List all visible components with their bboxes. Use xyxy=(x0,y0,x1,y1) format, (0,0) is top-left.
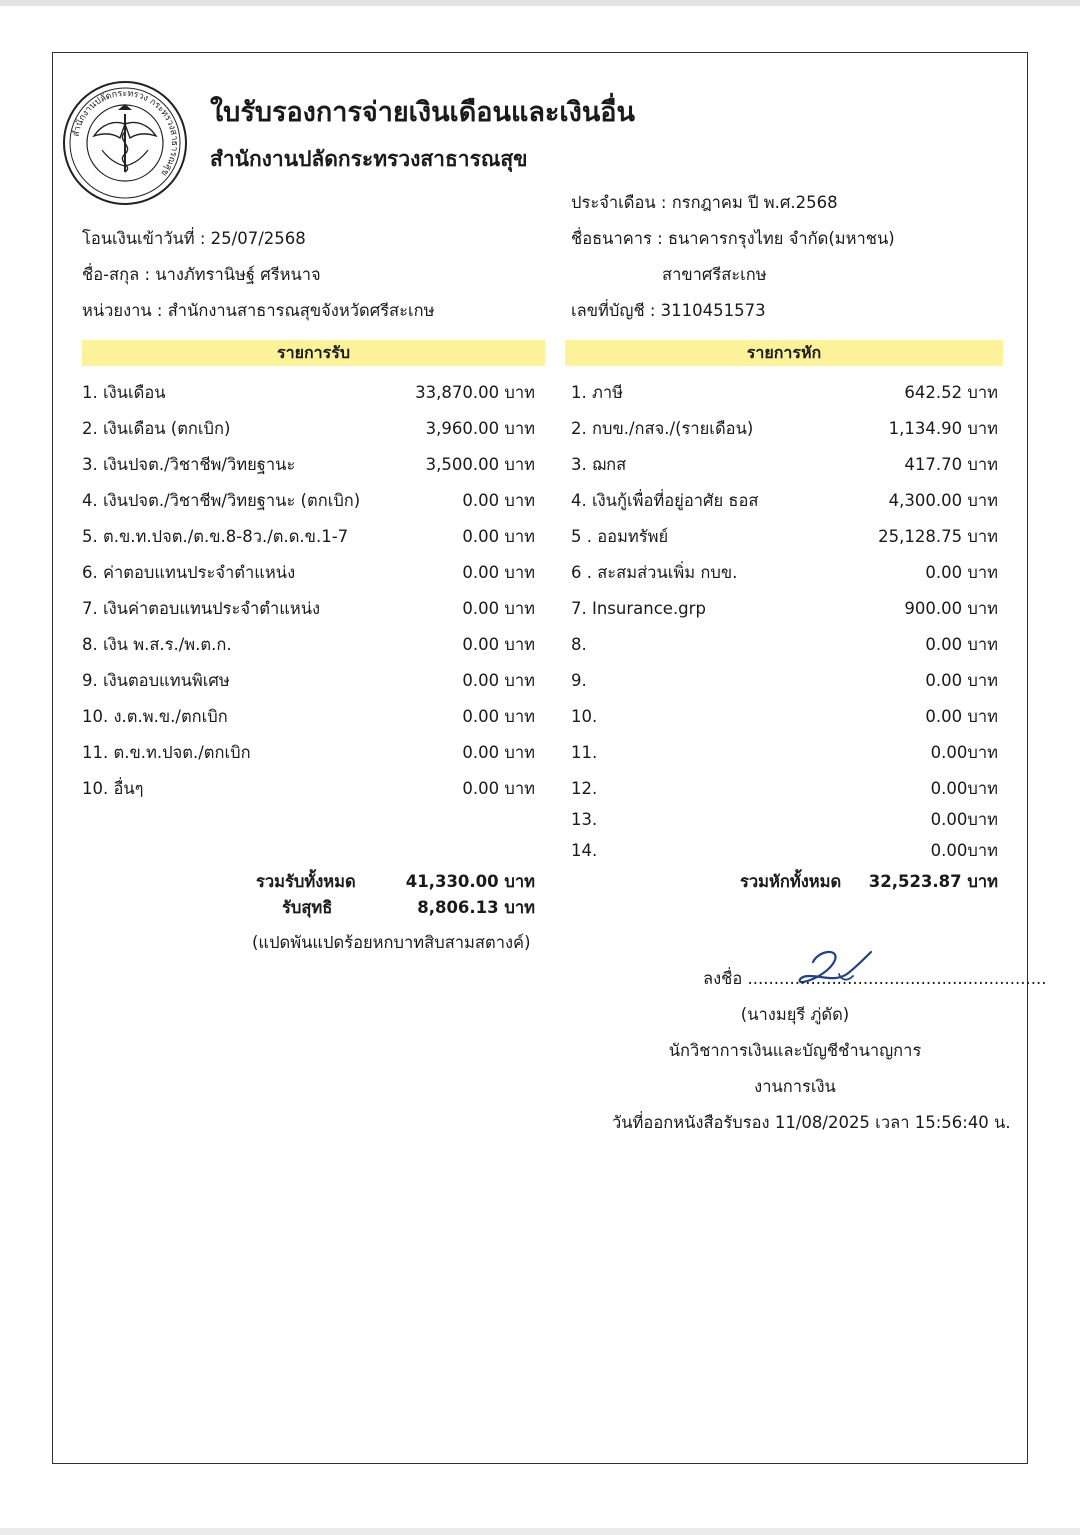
signer-position: นักวิชาการเงินและบัญชีชำนาญการ xyxy=(668,1041,922,1060)
deduction-item-row xyxy=(571,453,998,477)
deduction-item-row xyxy=(571,705,998,729)
net-pay-row xyxy=(240,896,535,920)
deduction-item-label: 4. เงินกู้เพื่อที่อยู่อาศัย ธอส xyxy=(571,491,759,510)
income-item-label: 7. เงินค่าตอบแทนประจำตำแหน่ง xyxy=(82,599,321,618)
deduction-item-row xyxy=(571,839,998,863)
deductions-header: รายการหัก xyxy=(565,340,1003,366)
deductions-total-row xyxy=(740,870,998,894)
income-item-row xyxy=(82,633,535,657)
income-item-amount: 0.00 บาท xyxy=(462,491,535,510)
bank-name: ชื่อธนาคาร : ธนาคารกรุงไทย จำกัด(มหาชน) xyxy=(571,229,895,248)
income-item-row xyxy=(82,741,535,765)
account-number: เลขที่บัญชี : 3110451573 xyxy=(571,301,766,320)
income-item-amount: 3,500.00 บาท xyxy=(425,455,535,474)
deduction-item-label: 1. ภาษี xyxy=(571,383,624,402)
svg-text:สำนักงานปลัดกระทรวง กระทรวงสาธ: สำนักงานปลัดกระทรวง กระทรวงสาธารณสุข xyxy=(71,88,180,178)
ministry-seal-icon xyxy=(62,80,188,206)
income-item-label: 2. เงินเดือน (ตกเบิก) xyxy=(82,419,231,438)
income-item-amount: 0.00 บาท xyxy=(462,635,535,654)
deduction-item-label: 12. xyxy=(571,779,598,798)
deduction-item-amount: 0.00บาท xyxy=(930,841,998,860)
income-item-label: 10. อื่นๆ xyxy=(82,779,144,798)
employee-name: ชื่อ-สกุล : นางภัทรานิษฐ์ ศรีหนาจ xyxy=(82,265,321,284)
income-item-amount: 0.00 บาท xyxy=(462,743,535,762)
income-total-amount: 41,330.00 บาท xyxy=(405,872,535,891)
deduction-item-amount: 0.00บาท xyxy=(930,743,998,762)
income-total-label: รวมรับทั้งหมด xyxy=(256,872,356,891)
income-item-label: 9. เงินตอบแทนพิเศษ xyxy=(82,671,230,690)
deduction-item-amount: 0.00 บาท xyxy=(925,671,998,690)
income-item-label: 8. เงิน พ.ส.ร./พ.ต.ก. xyxy=(82,635,232,654)
deduction-item-amount: 0.00 บาท xyxy=(925,707,998,726)
income-item-row xyxy=(82,489,535,513)
deduction-item-row xyxy=(571,525,998,549)
deduction-item-row xyxy=(571,741,998,765)
pay-month: ประจำเดือน : กรกฎาคม ปี พ.ศ.2568 xyxy=(571,193,838,212)
net-pay-label: รับสุทธิ xyxy=(282,898,333,917)
deduction-item-row xyxy=(571,417,998,441)
deduction-item-label: 6 . สะสมส่วนเพิ่ม กบข. xyxy=(571,563,738,582)
deduction-item-label: 11. xyxy=(571,743,598,762)
income-header: รายการรับ xyxy=(82,340,545,366)
deduction-item-amount: 1,134.90 บาท xyxy=(888,419,998,438)
deduction-item-row xyxy=(571,561,998,585)
income-item-amount: 0.00 บาท xyxy=(462,599,535,618)
income-item-row xyxy=(82,597,535,621)
income-item-label: 10. ง.ต.พ.ข./ตกเบิก xyxy=(82,707,228,726)
income-item-row xyxy=(82,417,535,441)
deduction-item-amount: 0.00 บาท xyxy=(925,635,998,654)
issued-datetime: วันที่ออกหนังสือรับรอง 11/08/2025 เวลา 15:56:40 น. xyxy=(612,1113,1011,1132)
income-item-amount: 33,870.00 บาท xyxy=(415,383,535,402)
income-item-row xyxy=(82,525,535,549)
deduction-item-label: 5 . ออมทรัพย์ xyxy=(571,527,669,546)
transfer-date: โอนเงินเข้าวันที่ : 25/07/2568 xyxy=(82,229,306,248)
income-item-amount: 0.00 บาท xyxy=(462,671,535,690)
deduction-item-amount: 642.52 บาท xyxy=(904,383,998,402)
deduction-item-label: 3. ฌกส xyxy=(571,455,627,474)
deduction-item-label: 8. xyxy=(571,635,587,654)
deduction-item-amount: 0.00บาท xyxy=(930,810,998,829)
deduction-item-label: 9. xyxy=(571,671,587,690)
income-item-label: 6. ค่าตอบแทนประจำตำแหน่ง xyxy=(82,563,296,582)
income-item-amount: 3,960.00 บาท xyxy=(425,419,535,438)
deduction-item-row xyxy=(571,633,998,657)
income-item-amount: 0.00 บาท xyxy=(462,563,535,582)
signer-department: งานการเงิน xyxy=(754,1077,836,1096)
income-item-label: 11. ต.ข.ท.ปจต./ตกเบิก xyxy=(82,743,251,762)
document-subtitle: สำนักงานปลัดกระทรวงสาธารณสุข xyxy=(210,147,528,171)
net-pay-words: (แปดพันแปดร้อยหกบาทสิบสามสตางค์) xyxy=(252,933,531,952)
deduction-item-amount: 25,128.75 บาท xyxy=(878,527,998,546)
income-item-row xyxy=(82,381,535,405)
income-item-label: 1. เงินเดือน xyxy=(82,383,166,402)
deduction-item-amount: 4,300.00 บาท xyxy=(888,491,998,510)
deduction-item-amount: 0.00บาท xyxy=(930,779,998,798)
income-item-amount: 0.00 บาท xyxy=(462,527,535,546)
income-item-row xyxy=(82,453,535,477)
deduction-item-label: 2. กบข./กสจ./(รายเดือน) xyxy=(571,419,754,438)
sign-line: ลงชื่อ ......................................................... xyxy=(703,969,1047,988)
deduction-item-amount: 900.00 บาท xyxy=(904,599,998,618)
deductions-total-amount: 32,523.87 บาท xyxy=(868,872,998,891)
deduction-item-row xyxy=(571,489,998,513)
income-total-row xyxy=(240,870,535,894)
income-item-label: 5. ต.ข.ท.ปจต./ต.ข.8-8ว./ต.ด.ข.1-7 xyxy=(82,527,349,546)
net-pay-amount: 8,806.13 บาท xyxy=(417,898,535,917)
income-item-amount: 0.00 บาท xyxy=(462,707,535,726)
deduction-item-label: 14. xyxy=(571,841,598,860)
income-item-row xyxy=(82,777,535,801)
income-item-label: 3. เงินปจต./วิชาชีพ/วิทยฐานะ xyxy=(82,455,296,474)
income-item-row xyxy=(82,705,535,729)
income-item-row xyxy=(82,669,535,693)
income-item-amount: 0.00 บาท xyxy=(462,779,535,798)
deduction-item-row xyxy=(571,381,998,405)
income-item-row xyxy=(82,561,535,585)
document-title: ใบรับรองการจ่ายเงินเดือนและเงินอื่น xyxy=(210,97,635,128)
bank-branch: สาขาศรีสะเกษ xyxy=(662,265,767,284)
deduction-item-amount: 0.00 บาท xyxy=(925,563,998,582)
signer-name: (นางมยุรี ภู่ดัด) xyxy=(740,1005,850,1024)
deduction-item-amount: 417.70 บาท xyxy=(904,455,998,474)
deduction-item-row xyxy=(571,777,998,801)
deduction-item-label: 7. Insurance.grp xyxy=(571,599,706,618)
deduction-item-row xyxy=(571,808,998,832)
deduction-item-row xyxy=(571,669,998,693)
deduction-item-label: 10. xyxy=(571,707,598,726)
deduction-item-label: 13. xyxy=(571,810,598,829)
income-item-label: 4. เงินปจต./วิชาชีพ/วิทยฐานะ (ตกเบิก) xyxy=(82,491,361,510)
deduction-item-row xyxy=(571,597,998,621)
deductions-total-label: รวมหักทั้งหมด xyxy=(740,872,842,891)
work-unit: หน่วยงาน : สำนักงานสาธารณสุขจังหวัดศรีสะเกษ xyxy=(82,301,435,320)
